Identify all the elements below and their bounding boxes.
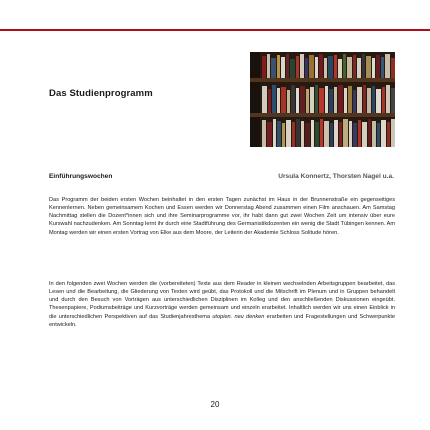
authors-line: Ursula Konnertz, Thorsten Nagel u.a. (278, 173, 394, 180)
section-heading: Einführungswochen (49, 173, 113, 180)
bookshelf-photo (250, 52, 395, 147)
header-rule (0, 29, 430, 31)
paragraph-2-emphasis: utopien. neu denken (212, 313, 265, 320)
page-title: Das Studienprogramm (49, 88, 153, 99)
paragraph-2-text-before: In den folgenden zwei Wochen werden die (vorbereiteten) Texte aus dem Reader in kleinen wechselnden Arbeitsgruppen bearbeitet, das Lesen und die Bearbeitung, die Gliederung von Texten wird geübt, das Protokoll und die Mitschrift im Plenum und in Gruppen behandelt und durch den Besuch von Vorträgen aus unterschiedlichen Disziplinen im Kolleg und den anschließenden Diskussionen eingeübt. Thesenpapiere, Podiumsbeiträge und Kurzvorträge werden gemeinsam und einzeln erarbeitet. Inhaltlich werden wir uns einen Einblick in die unterschiedlichen Perspektiven auf das Studienjahresthema (49, 281, 395, 320)
page-number: 20 (210, 400, 220, 409)
paragraph-2 (49, 280, 395, 329)
paragraph-2-text-after: erarbeiten und Fragestellungen und Schwerpunkte entwickeln. (49, 313, 395, 328)
paragraph-1: Das Programm der beiden ersten Wochen beinhaltet in den ersten Tagen zunächst im Haus in der Brunnenstraße ein gegenseitiges Kennenlernen. Neben gemeinsamem Kochen und Essen werden wir Donnerstag Abend zusammen einen Film anschauen. Am Samstag Nachmittag stellen die Dozent*innen sich und ihre Seminarprogramme vor, ihr habt dann gut zwei Wochen Zeit um intensiv über eure Kurswahl nachzudenken. Am Sonntag lernt ihr durch eine Stadtführung des Germanistikdozenten ein wenig die Stadt Tübingen kennen. Am Montag werden wir einen ersten Vortrag von Elke aus dem Moore, der Leiterin der Akademie Schloss Solitude hören. (49, 197, 395, 236)
